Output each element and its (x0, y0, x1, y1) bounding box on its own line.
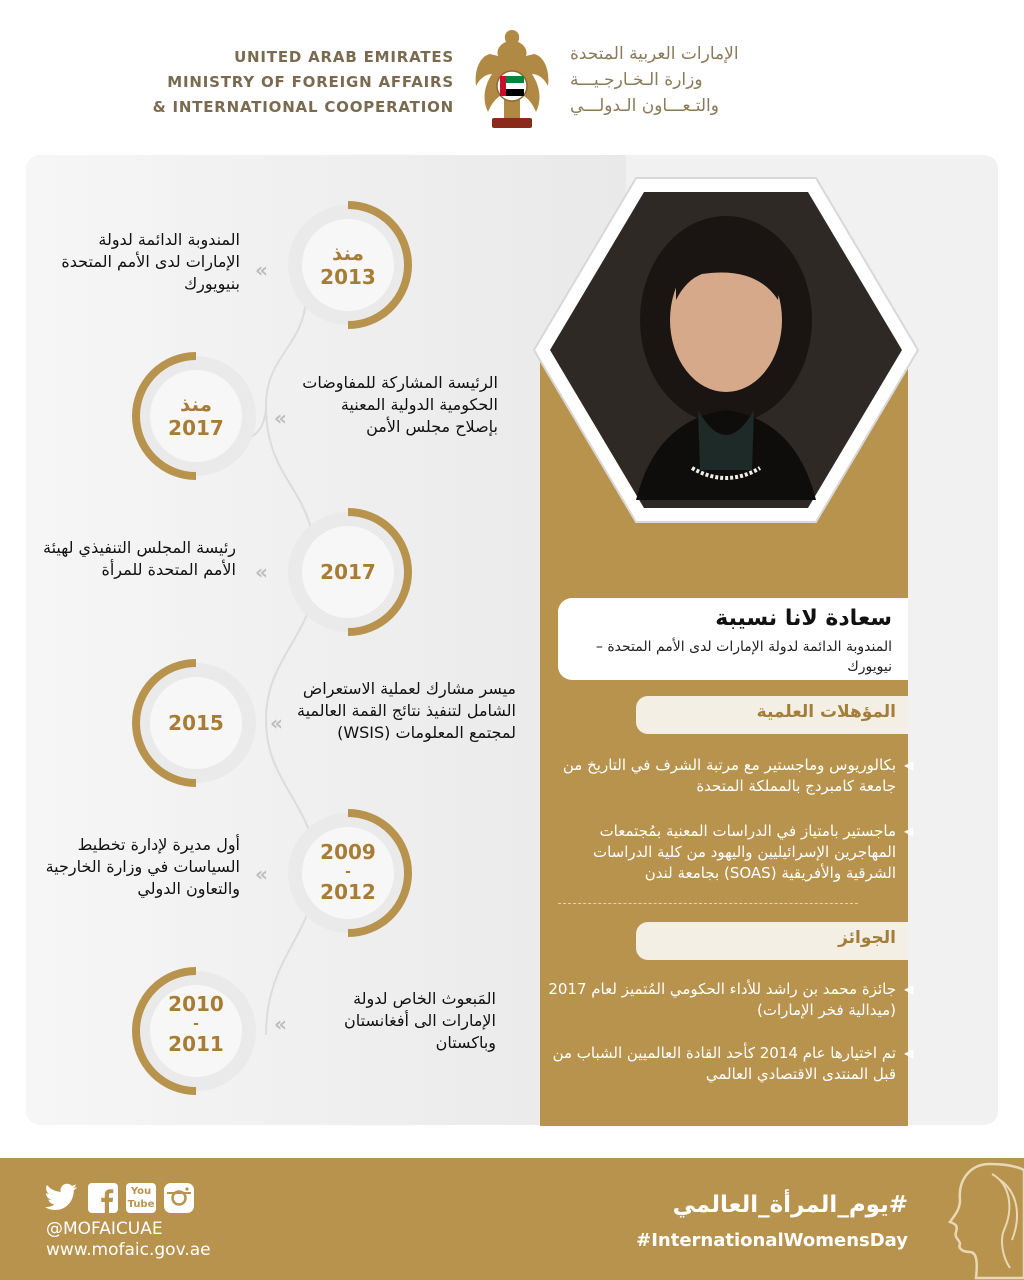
org-name-en-line3: & INTERNATIONAL COOPERATION (152, 98, 454, 116)
emblem-icon (470, 26, 554, 132)
instagram-icon[interactable] (164, 1183, 194, 1213)
timeline-graphic (26, 155, 526, 1125)
chevrons-icon: « (270, 711, 283, 735)
qualification-item: بكالوريوس وماجستير مع مرتبة الشرف في التاريخ من جامعة كامبردج بالمملكة المتحدة (562, 756, 896, 795)
org-name-ar-line3: والتـعـــاون الـدولـــي (570, 96, 719, 116)
hashtag-arabic[interactable]: #يوم_المرأة_العالمي (672, 1192, 908, 1218)
portrait-person (636, 216, 816, 500)
divider (558, 903, 858, 904)
bullet-arrow-icon: ◀ (904, 982, 914, 996)
awards-heading: الجوائز (636, 922, 908, 960)
chevrons-icon: « (255, 258, 268, 282)
youtube-icon[interactable]: You Tube (126, 1183, 156, 1213)
timeline-year: منذ 2013 (320, 241, 376, 289)
award-item: تم اختيارها عام 2014 كأحد القادة العالميين الشباب من قبل المنتدى الاقتصادي العالمي (552, 1044, 896, 1083)
chevrons-icon: « (274, 1012, 287, 1036)
org-name-ar-line1: الإمارات العربية المتحدة (570, 44, 739, 64)
portrait-frame (526, 170, 926, 530)
facebook-icon[interactable] (88, 1183, 118, 1213)
org-name-en-line1: UNITED ARAB EMIRATES (234, 48, 454, 66)
bullet-arrow-icon: ◀ (904, 758, 914, 772)
woman-silhouette-icon (930, 1160, 1024, 1280)
social-links (44, 1181, 204, 1215)
chevrons-icon: « (255, 560, 268, 584)
timeline-year: 2017 (320, 560, 376, 584)
profile-name: سعادة لانا نسيبة (715, 606, 892, 631)
twitter-icon[interactable] (44, 1183, 78, 1213)
timeline-year: منذ 2017 (168, 392, 224, 440)
bullet-arrow-icon: ◀ (904, 824, 914, 838)
org-name-en-line2: MINISTRY OF FOREIGN AFFAIRS (167, 73, 454, 91)
timeline-year: 2010 - 2011 (168, 992, 224, 1056)
chevrons-icon: « (274, 406, 287, 430)
chevrons-icon: « (255, 862, 268, 886)
website-link[interactable]: www.mofaic.gov.ae (46, 1240, 211, 1260)
profile-title: المندوبة الدائمة لدولة الإمارات لدى الأمم المتحدة – نيويورك (595, 639, 892, 675)
timeline-description: المندوبة الدائمة لدولة الإمارات لدى الأمم المتحدة بنيويورك (61, 230, 240, 293)
profile-name-box (558, 598, 908, 680)
timeline-description: أول مديرة لإدارة تخطيط السياسات في وزارة الخارجية والتعاون الدولي (45, 835, 240, 898)
bullet-arrow-icon: ◀ (904, 1046, 914, 1060)
timeline-description: ميسر مشارك لعملية الاستعراض الشامل لتنفيذ نتائج القمة العالمية لمجتمع المعلومات (WSIS) (297, 679, 516, 742)
timeline-description: الرئيسة المشاركة للمفاوضات الحكومية الدولية المعنية بإصلاح مجلس الأمن (302, 373, 498, 436)
org-name-ar-line2: وزارة الـخـارجـيـــة (570, 70, 703, 90)
timeline-year: 2015 (168, 711, 224, 735)
award-item: جائزة محمد بن راشد للأداء الحكومي المُتميز لعام 2017 (ميدالية فخر الإمارات) (548, 980, 896, 1019)
qualification-item: ماجستير بامتياز في الدراسات المعنية بمُجتمعات المهاجرين الإسرائيليين واليهود من كلية الدراسات الشرقية والأفريقية (SOAS) بجامعة لندن (592, 822, 896, 882)
qualifications-heading: المؤهلات العلمية (636, 696, 908, 734)
hashtag-english[interactable]: #InternationalWomensDay (636, 1230, 908, 1251)
timeline-description: المَبعوث الخاص لدولة الإمارات الى أفغانستان وباكستان (344, 989, 496, 1052)
timeline-description: رئيسة المجلس التنفيذي لهيئة الأمم المتحدة للمرأة (42, 538, 236, 579)
social-handle[interactable]: @MOFAICUAE (46, 1219, 163, 1239)
timeline-year: 2009 - 2012 (320, 840, 376, 904)
